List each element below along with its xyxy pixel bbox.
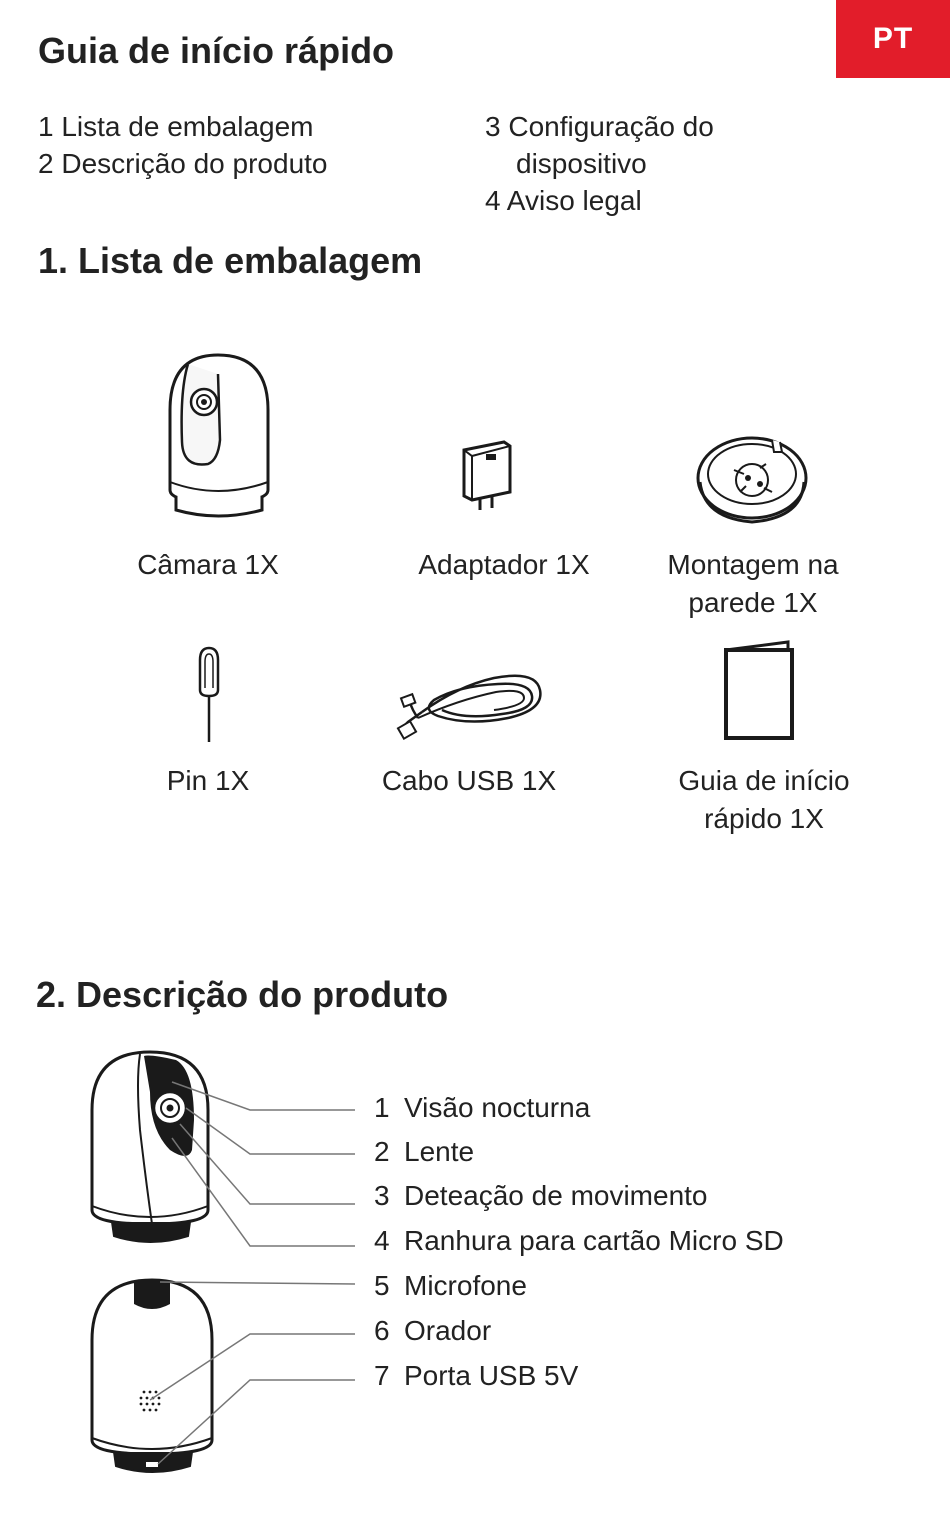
camera-icon — [160, 350, 280, 520]
item-label-usb-cable: Cabo USB 1X — [381, 765, 557, 796]
part-label-night-vision: 1 Visão nocturna — [374, 1092, 591, 1123]
item-label-pin: Pin 1X — [166, 765, 250, 796]
part-label-speaker: 6 Orador — [374, 1315, 492, 1346]
toc-item-device-setup[interactable]: 3 Configuração do — [485, 111, 714, 142]
part-label-micro-sd-slot: 4 Ranhura para cartão Micro SD — [374, 1225, 784, 1256]
part-label-microphone: 5 Microfone — [374, 1270, 527, 1301]
item-label-adapter: Adaptador 1X — [418, 549, 590, 580]
camera-back-view — [92, 1280, 212, 1472]
language-badge: PT — [836, 0, 950, 78]
item-label-camera: Câmara 1X — [137, 549, 279, 580]
guide-booklet-icon — [722, 638, 796, 744]
section-heading-packing-list: 1. Lista de embalagem — [38, 240, 423, 281]
camera-front-view — [92, 1052, 208, 1242]
toc-right — [485, 108, 714, 219]
product-diagram — [0, 1040, 370, 1480]
toc-item-legal-notice[interactable]: 4 Aviso legal — [485, 185, 642, 216]
toc-item-product-description[interactable]: 2 Descrição do produto — [38, 148, 328, 179]
wall-mount-icon — [694, 430, 810, 526]
pin-icon — [196, 646, 222, 746]
toc-left — [38, 108, 328, 182]
part-label-motion-detection: 3 Deteação de movimento — [374, 1180, 708, 1211]
toc-item-packing-list[interactable]: 1 Lista de embalagem — [38, 111, 314, 142]
item-label-quick-guide: Guia de início rápido 1X — [678, 765, 850, 834]
usb-cable-icon — [398, 666, 546, 744]
toc-item-device-setup-cont: dispositivo — [516, 148, 647, 179]
part-label-lens: 2 Lente — [374, 1136, 475, 1167]
item-label-wall-mount: Montagem na parede 1X — [667, 549, 839, 618]
adapter-icon — [458, 436, 518, 516]
section-heading-product-description: 2. Descrição do produto — [36, 974, 449, 1015]
page-title: Guia de início rápido — [38, 30, 395, 71]
part-label-usb-port: 7 Porta USB 5V — [374, 1360, 579, 1391]
